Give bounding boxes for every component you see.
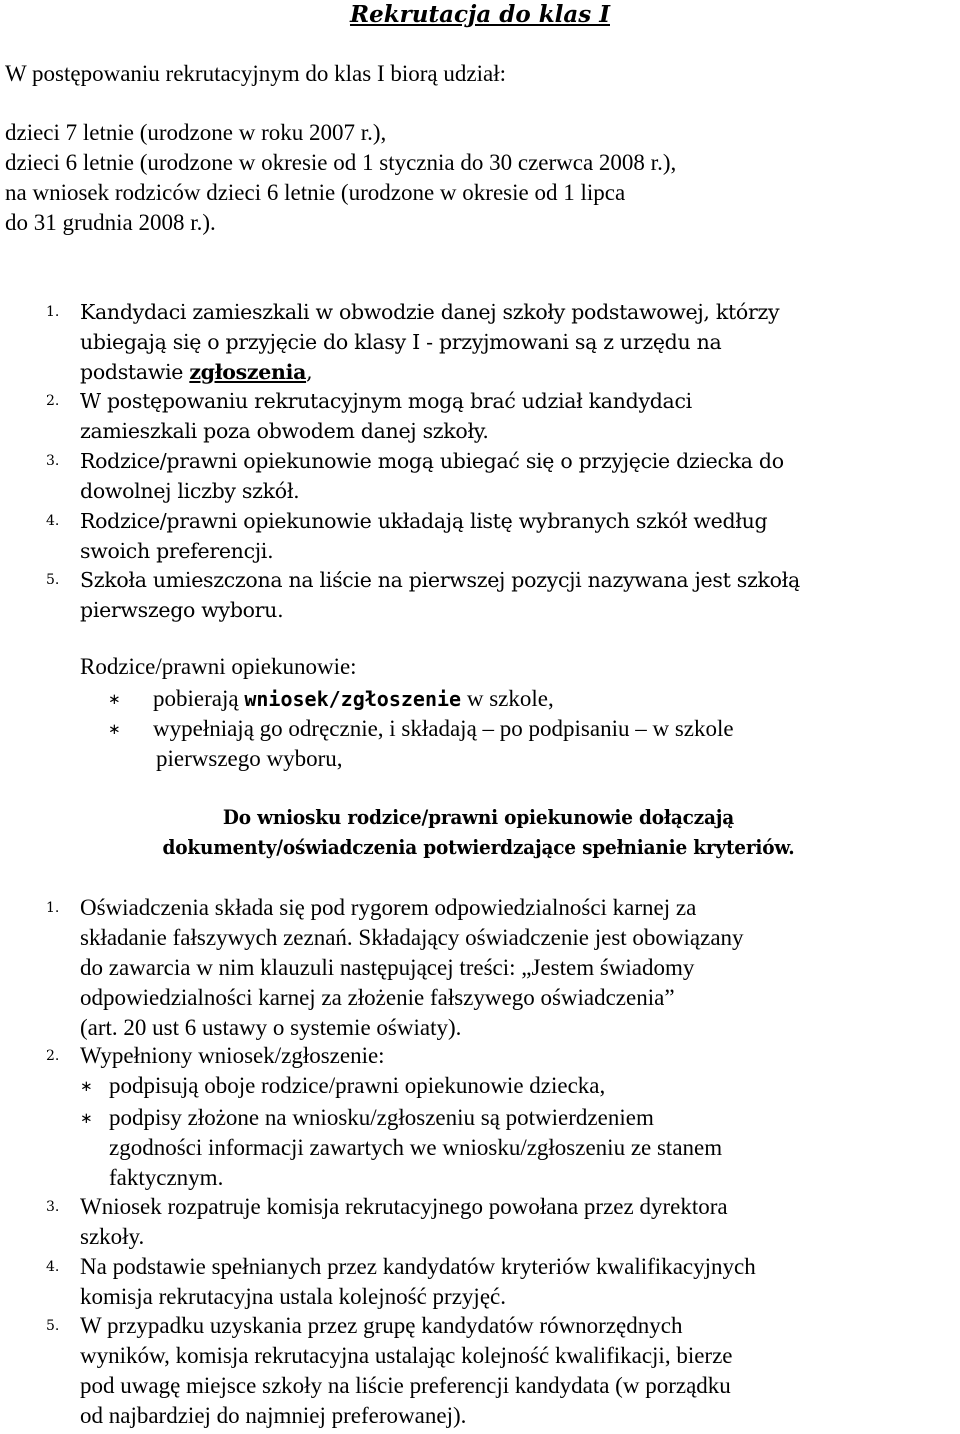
rule-text: W postępowaniu rekrutacyjnym mogą brać udział kandydaci zamieszkali poza obwodem danej szkoły. xyxy=(80,389,692,443)
final-list-number: 3. xyxy=(46,1199,60,1215)
participants-list xyxy=(5,118,676,238)
participant-line: do 31 grudnia 2008 r.). xyxy=(5,210,216,235)
participant-line: na wniosek rodziców dzieci 6 letnie (urodzone w okresie od 1 lipca xyxy=(5,180,626,205)
documents-heading: Do wniosku rodzice/prawni opiekunowie dołączają dokumenty/oświadczenia potwierdzające spełnianie kryteriów. xyxy=(162,806,795,859)
rule-text: Rodzice/prawni opiekunowie mogą ubiegać się o przyjęcie dziecka do dowolnej liczby szkół. xyxy=(80,449,784,503)
zgloszenia-emphasis: zgłoszenia xyxy=(189,360,307,384)
wniosek-emphasis: wniosek/zgłoszenie xyxy=(244,687,462,711)
bullet-icon: ∗ xyxy=(108,720,121,738)
bullet-icon: ∗ xyxy=(108,690,121,708)
participant-line: dzieci 6 letnie (urodzone w okresie od 1 stycznia do 30 czerwca 2008 r.), xyxy=(5,150,677,175)
rule-number: 1. xyxy=(46,304,60,320)
final-list-text: Wniosek rozpatruje komisja rekrutacyjnego powołana przez dyrektora szkoły. xyxy=(80,1194,728,1249)
final-list-number: 4. xyxy=(46,1259,60,1275)
document-page: Rekrutacja do klas I W postępowaniu rekrutacyjnym do klas I biorą udział: dzieci 7 letnie (urodzone w roku 2007 r.), dzieci 6 letnie (urodzone w okresie od 1 stycznia do 30 czerwca 2008 r.), na wniosek rodziców dzieci 6 letnie (urodzone w okresie od 1 lipca do 31 grudnia 2008 r.). 1. Kandydaci zamieszkali w obwodzie danej szkoły podstawowej, którzy ubiegają się o przyjęcie do klasy I - przyjmowani są z urzędu na podstawie zgłoszenia, 2. W postępowaniu rekrutacyjnym mogą brać udział kandydaci zamieszkali poza obwodem danej szkoły. 3. Rodzice/prawni opiekunowie mogą ubiegać się o przyjęcie dziecka do dowolnej liczby szkół. 4. Rodzice/prawni opiekunowie układają listę wybranych szkół według swoich preferencji. 5. Szkoła umieszczona na liście na pierwszej pozycji nazywana jest szkołą pierwszego wyboru. Rodzice/prawni opiekunowie: ∗ pobierają wniosek/zgłoszenie w szkole, ∗ wypełniają go odręcznie, i składają – po podpisaniu – w szkole pierwszego wyboru, Do wniosku rodzice/prawni opiekunowie dołączają dokumenty/oświadczenia potwierdzające spełnianie kryteriów. 1. Oświadczenia składa się pod rygorem odpowiedzialności karnej za składanie fałszywych zeznań. Składający oświadczenie jest obowiązany do zawarcia w nim klauzuli następującej treści: „Jestem świadomy odpowiedzialności karnej za złożenie fałszywego oświadczenia” (art. 20 ust 6 ustawy o systemie oświaty). 2. Wypełniony wniosek/zgłoszenie: ∗ podpisują oboje rodzice/prawni opiekunowie dziecka, ∗ podpisy złożone na wniosku/zgłoszeniu są potwierdzeniem zgodności informacji zawartych we wniosku/zgłoszeniu ze stanem faktycznym. 3. Wniosek rozpatruje komisja rekrutacyjnego powołana przez dyrektora szkoły. 4. Na podstawie spełnianych przez kandydatów kryteriów kwalifikacyjnych komisja rekrutacyjna ustala kolejność przyjęć. 5. W przypadku uzyskania przez grupę kandydatów równorzędnych wyników, komisja rekrutacyjna ustalając kolejność kwalifikacji, bierze pod uwagę miejsce szkoły na liście preferencji kandydata (w porządku od najbardziej do najmniej preferowanej). xyxy=(0,0,960,1434)
parents-heading: Rodzice/prawni opiekunowie: xyxy=(80,654,357,679)
final-list-text: Oświadczenia składa się pod rygorem odpowiedzialności karnej za składanie fałszywych zeznań. Składający oświadczenie jest obowiązany do zawarcia w nim klauzuli następującej treści: „Jestem świadomy odpowiedzialności karnej za złożenie fałszywego oświadczenia” (art. 20 ust 6 ustawy o systemie oświaty). xyxy=(80,895,744,1040)
participant-line: dzieci 7 letnie (urodzone w roku 2007 r.), xyxy=(5,120,387,145)
bullet-icon: ∗ xyxy=(80,1077,93,1095)
rule-number: 4. xyxy=(46,513,60,529)
rule-text: Kandydaci zamieszkali w obwodzie danej szkoły podstawowej, którzy ubiegają się o przyjęcie do klasy I - przyjmowani są z urzędu na podstawie zgłoszenia, xyxy=(80,300,780,384)
final-list-text: W przypadku uzyskania przez grupę kandydatów równorzędnych wyników, komisja rekrutacyjna ustalając kolejność kwalifikacji, bierze pod uwagę miejsce szkoły na liście preferencji kandydata (w porządku od najbardziej do najmniej preferowanej). xyxy=(80,1313,733,1428)
final-list-text: Wypełniony wniosek/zgłoszenie: xyxy=(80,1043,385,1068)
final-list-number: 2. xyxy=(46,1048,60,1064)
rule-number: 2. xyxy=(46,393,60,409)
rule-number: 3. xyxy=(46,453,60,469)
intro-text: W postępowaniu rekrutacyjnym do klas I biorą udział: xyxy=(5,61,506,86)
bullet-icon: ∗ xyxy=(80,1109,93,1127)
page-title: Rekrutacja do klas I xyxy=(349,1,610,28)
final-list-text: Na podstawie spełnianych przez kandydatów kryteriów kwalifikacyjnych komisja rekrutacyjna ustala kolejność przyjęć. xyxy=(80,1254,756,1309)
final-list-number: 5. xyxy=(46,1318,60,1334)
rule-text: Szkoła umieszczona na liście na pierwszej pozycji nazywana jest szkołą pierwszego wyboru. xyxy=(80,568,800,622)
rule-number: 5. xyxy=(46,572,60,588)
rule-text: Rodzice/prawni opiekunowie układają listę wybranych szkół według swoich preferencji. xyxy=(80,509,768,563)
final-list-number: 1. xyxy=(46,900,60,916)
